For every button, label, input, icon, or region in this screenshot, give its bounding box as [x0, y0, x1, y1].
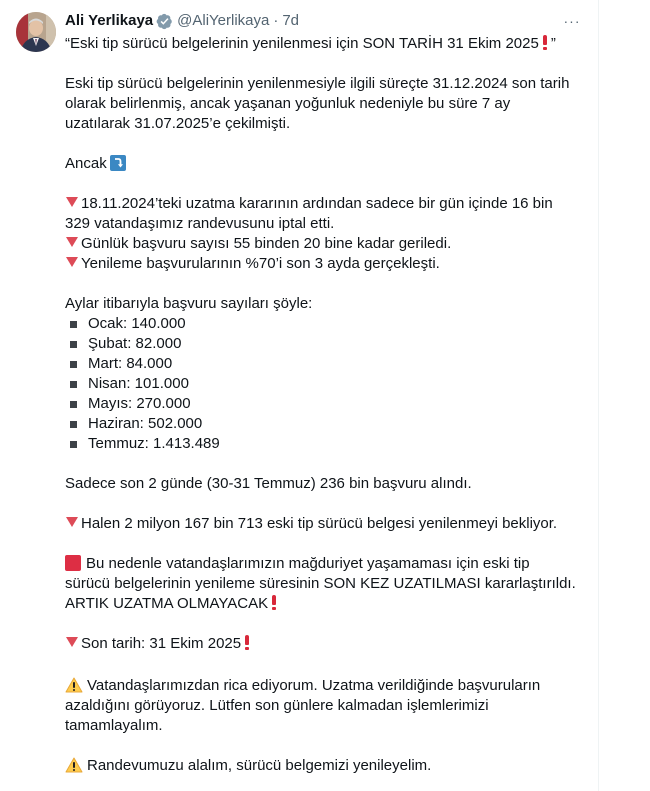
bullet-square-icon — [70, 381, 77, 388]
tweet-text — [65, 34, 595, 776]
month-label: Şubat: 82.000 — [88, 335, 182, 352]
decision-text: ARTIK UZATMA OLMAYACAK — [65, 595, 269, 612]
timeline-column-border — [598, 0, 599, 791]
warning-icon — [65, 757, 83, 773]
request-line: azaldığını görüyoruz. Lütfen son günlere kalmadan işlemlerimizi — [65, 697, 489, 714]
right-arrow-curving-down-icon — [110, 155, 126, 171]
bullet-square-icon — [70, 421, 77, 428]
more-icon: ··· — [563, 13, 581, 29]
fact-item — [65, 234, 595, 254]
deadline-line — [65, 634, 595, 654]
exclamation-icon — [245, 635, 249, 650]
fact-item-continued: 329 vatandaşımız randevusunu iptal etti. — [65, 215, 335, 232]
closing-text: Randevumuzu alalım, sürücü belgemizi yenileyelim. — [87, 757, 432, 774]
pending-text: Halen 2 milyon 167 bin 713 eski tip sürücü belgesi yenilenmeyi bekliyor. — [81, 515, 558, 532]
separator-dot: · — [273, 12, 279, 29]
quote-close: ” — [550, 35, 556, 52]
exclamation-icon — [543, 35, 547, 50]
red-square-icon — [65, 555, 81, 571]
decision-text: Bu nedenle vatandaşlarımızın mağduriyet yaşamaması için eski tip — [86, 555, 530, 572]
bullet-square-icon — [70, 361, 77, 368]
tweet-timestamp[interactable]: 7d — [282, 12, 300, 29]
intro-line: uzatılarak 31.07.2025’e çekilmişti. — [65, 115, 291, 132]
fact-text: Günlük başvuru sayısı 55 binden 20 bine kadar geriledi. — [81, 235, 452, 252]
pending-line — [65, 514, 595, 534]
tweet-header — [65, 10, 299, 32]
month-item — [65, 334, 595, 354]
request-line — [65, 676, 595, 696]
author-handle[interactable]: @AliYerlikaya — [177, 12, 270, 29]
ancak-text: Ancak — [65, 155, 107, 172]
request-text: Vatandaşlarımızdan rica ediyorum. Uzatma verildiğinde başvuruların — [87, 677, 541, 694]
decision-line — [65, 594, 595, 614]
deadline-text: Son tarih: 31 Ekim 2025 — [81, 635, 242, 652]
bullet-square-icon — [70, 401, 77, 408]
exclamation-icon — [272, 595, 276, 610]
fact-text: Yenileme başvurularının %70’i son 3 ayda gerçekleşti. — [81, 255, 440, 272]
bullet-square-icon — [70, 321, 77, 328]
month-label: Nisan: 101.000 — [88, 375, 189, 392]
month-item — [65, 314, 595, 334]
red-triangle-down-icon — [66, 637, 78, 647]
more-options-button[interactable] — [560, 10, 584, 32]
month-item — [65, 434, 595, 454]
verified-badge-icon — [156, 13, 173, 30]
months-list — [65, 314, 595, 454]
closing-line — [65, 756, 595, 776]
bullet-square-icon — [70, 341, 77, 348]
decision-line: sürücü belgelerinin yenileme süresinin SON KEZ UZATILMASI kararlaştırıldı. — [65, 575, 576, 592]
intro-line: olarak belirlenmiş, ancak yaşanan yoğunluk nedeniyle bu süre 7 ay — [65, 95, 511, 112]
ancak-line — [65, 154, 595, 174]
fact-text: 18.11.2024’teki uzatma kararının ardından sadece bir gün içinde 16 bin — [81, 195, 553, 212]
red-triangle-down-icon — [66, 237, 78, 247]
month-label: Mart: 84.000 — [88, 355, 173, 372]
warning-icon — [65, 677, 83, 693]
bullet-square-icon — [70, 441, 77, 448]
red-triangle-down-icon — [66, 517, 78, 527]
month-label: Haziran: 502.000 — [88, 415, 203, 432]
intro-line: Eski tip sürücü belgelerinin yenilenmesiyle ilgili süreçte 31.12.2024 son tarih — [65, 75, 570, 92]
month-item — [65, 354, 595, 374]
month-label: Temmuz: 1.413.489 — [88, 435, 220, 452]
months-heading: Aylar itibarıyla başvuru sayıları şöyle: — [65, 295, 313, 312]
month-item — [65, 394, 595, 414]
month-label: Ocak: 140.000 — [88, 315, 186, 332]
request-line: tamamlayalım. — [65, 717, 163, 734]
quote-line — [65, 34, 595, 54]
decision-line — [65, 554, 595, 574]
fact-item — [65, 194, 595, 214]
last-two-days-line: Sadece son 2 günde (30-31 Temmuz) 236 bin başvuru alındı. — [65, 475, 472, 492]
red-triangle-down-icon — [66, 197, 78, 207]
red-triangle-down-icon — [66, 257, 78, 267]
month-label: Mayıs: 270.000 — [88, 395, 191, 412]
avatar-photo — [16, 12, 56, 52]
month-item — [65, 414, 595, 434]
author-display-name[interactable]: Ali Yerlikaya — [65, 12, 154, 29]
fact-item — [65, 254, 595, 274]
month-item — [65, 374, 595, 394]
quote-text: “Eski tip sürücü belgelerinin yenilenmesi için SON TARİH 31 Ekim 2025 — [65, 35, 539, 52]
avatar[interactable] — [16, 12, 56, 52]
